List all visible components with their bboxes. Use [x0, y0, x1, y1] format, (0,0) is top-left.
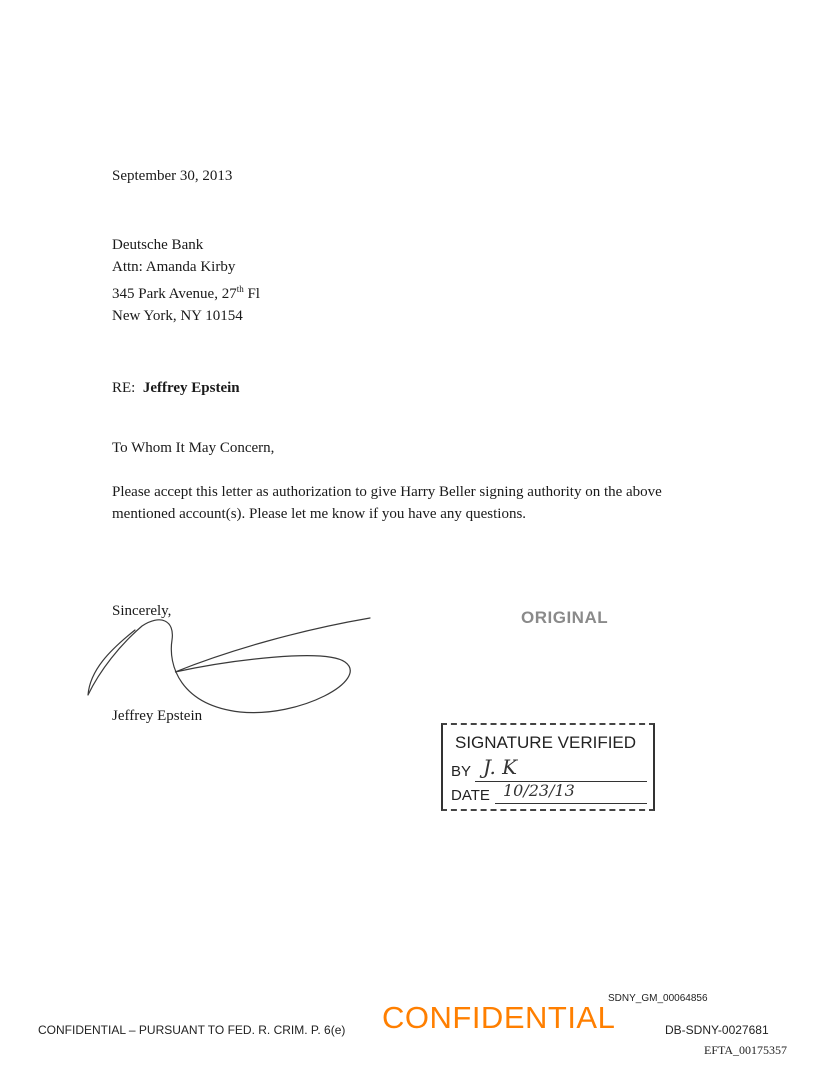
original-stamp: ORIGINAL	[521, 608, 609, 627]
body-line-2: mentioned account(s). Please let me know if you have any questions.	[112, 506, 527, 522]
recipient-attn: Attn: Amanda Kirby	[112, 259, 236, 275]
street-superscript: th	[236, 284, 244, 294]
street-tail: Fl	[243, 286, 260, 302]
re-subject: Jeffrey Epstein	[142, 380, 240, 396]
bates-number-right: DB-SDNY-0027681	[665, 1023, 769, 1037]
body-line-1: Please accept this letter as authorization to give Harry Beller signing authority on the above	[112, 484, 662, 500]
street-main: 345 Park Avenue, 27	[112, 286, 237, 302]
letter-date: September 30, 2013	[112, 168, 233, 184]
efta-number: EFTA_00175357	[704, 1043, 788, 1057]
recipient-org: Deutsche Bank	[112, 237, 204, 253]
confidential-notice: CONFIDENTIAL – PURSUANT TO FED. R. CRIM. P. 6(e)	[38, 1023, 346, 1037]
recipient-address	[112, 234, 260, 327]
confidential-watermark: CONFIDENTIAL	[382, 1000, 616, 1035]
stamp-date-label: DATE	[451, 787, 490, 804]
recipient-street	[112, 278, 260, 305]
letter-body	[112, 481, 712, 525]
stamp-by-label: BY	[451, 763, 472, 780]
bates-number-top: SDNY_GM_00064856	[608, 993, 708, 1004]
recipient-city: New York, NY 10154	[112, 308, 243, 324]
closing: Sincerely,	[112, 603, 172, 619]
salutation: To Whom It May Concern,	[112, 440, 275, 456]
stamp-by-initials: J. K	[483, 755, 518, 779]
stamp-title: SIGNATURE VERIFIED	[455, 733, 637, 752]
signature-verified-stamp	[441, 723, 655, 811]
stamp-date-value: 10/23/13	[503, 781, 575, 800]
signer-name: Jeffrey Epstein	[112, 708, 203, 724]
re-line	[112, 380, 240, 397]
re-label: RE:	[112, 380, 136, 396]
